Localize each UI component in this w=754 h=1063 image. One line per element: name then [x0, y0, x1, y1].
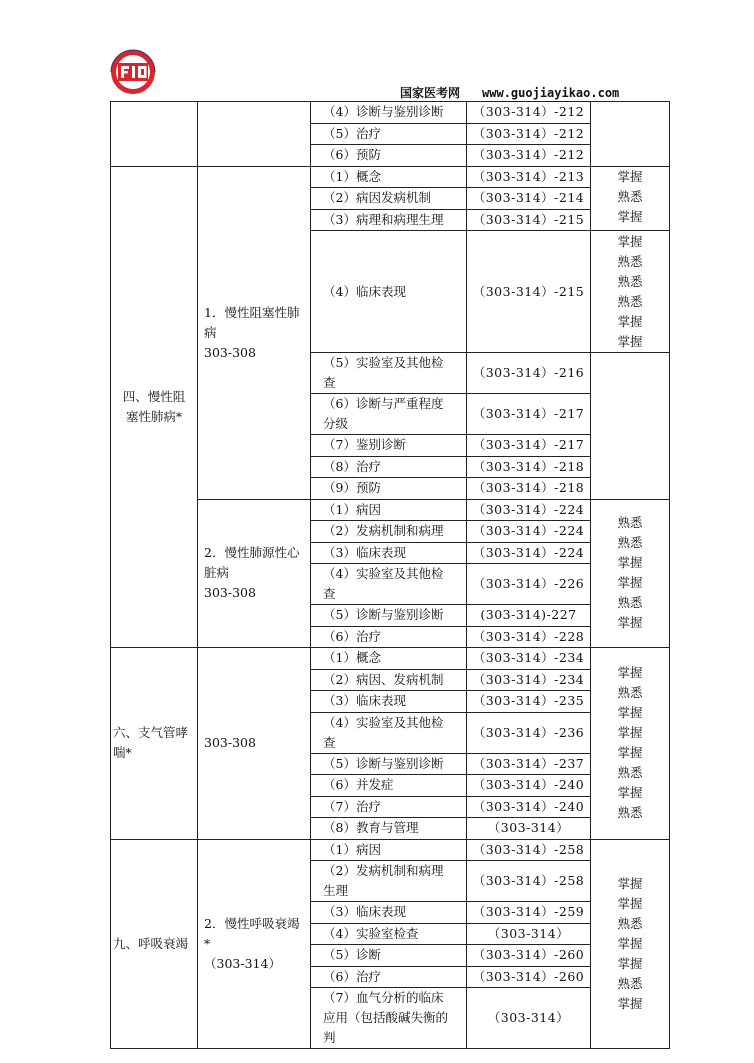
ref-cell: （303-314）-259 [467, 902, 591, 924]
ref-cell: （303-314）-215 [467, 231, 591, 353]
item-cell: （3）临床表现 [311, 902, 467, 924]
ref-cell: （303-314）-218 [467, 478, 591, 500]
site-name: 国家医考网 [400, 86, 461, 100]
item-cell: （5）诊断 [311, 945, 467, 967]
ref-cell: （303-314）-235 [467, 691, 591, 713]
section-title: 四、慢性阻塞性肺病* [111, 166, 198, 648]
ref-cell: （303-314）-224 [467, 521, 591, 543]
item-cell: （4）诊断与鉴别诊断 [311, 102, 467, 124]
item-cell: （6）诊断与严重程度分级 [311, 394, 467, 435]
ref-cell: （303-314）-260 [467, 945, 591, 967]
ref-cell: （303-314） [467, 988, 591, 1049]
site-header [400, 84, 619, 101]
ref-cell: （303-314）-258 [467, 861, 591, 902]
subsection-name: 2．慢性肺源性心脏病 [204, 545, 300, 581]
ref-cell: （303-314）-217 [467, 394, 591, 435]
item-cell: （6）治疗 [311, 966, 467, 988]
ref-cell: （303-314）-240 [467, 775, 591, 797]
level-cell: 掌握 熟悉 掌握 [591, 166, 670, 231]
item-cell: （4）实验室检查 [311, 923, 467, 945]
item-cell: （4）实验室及其他检查 [311, 564, 467, 605]
item-cell: （5）诊断与鉴别诊断 [311, 753, 467, 775]
item-cell: （2）发病机制和病理生理 [311, 861, 467, 902]
item-cell: （2）病因发病机制 [311, 188, 467, 210]
ref-cell: （303-314）-215 [467, 209, 591, 231]
level-cell: 掌握 掌握 熟悉 掌握 掌握 熟悉 掌握 [591, 839, 670, 1049]
level-cell: 掌握 熟悉 熟悉 熟悉 掌握 掌握 [591, 231, 670, 353]
ref-cell: （303-314）-237 [467, 753, 591, 775]
ref-cell: （303-314）-260 [467, 966, 591, 988]
site-logo [108, 47, 158, 97]
subsection-cell [198, 166, 311, 499]
item-cell: （1）病因 [311, 839, 467, 861]
item-cell: （1）概念 [311, 166, 467, 188]
level-cell: 掌握 熟悉 掌握 掌握 掌握 熟悉 掌握 熟悉 [591, 648, 670, 840]
item-cell: （7）治疗 [311, 796, 467, 818]
subsection-cell [198, 839, 311, 1049]
ref-cell: （303-314）-236 [467, 712, 591, 753]
ref-cell: （303-314）-212 [467, 123, 591, 145]
item-cell: （5）实验室及其他检查 [311, 353, 467, 394]
ref-cell: （303-314）-212 [467, 145, 591, 167]
ref-cell: （303-314）-214 [467, 188, 591, 210]
item-cell: （1）病因 [311, 499, 467, 521]
item-cell: （6）预防 [311, 145, 467, 167]
table-row [111, 102, 670, 124]
level-cell: 熟悉 熟悉 掌握 掌握 熟悉 掌握 [591, 499, 670, 648]
table-row [111, 166, 670, 188]
section-title: 九、呼吸衰竭 [111, 839, 198, 1049]
subsection-code: 303-308 [204, 344, 256, 360]
subsection-cell [198, 499, 311, 648]
item-cell: （6）并发症 [311, 775, 467, 797]
item-cell: （7）鉴别诊断 [311, 435, 467, 457]
ref-cell: （303-314） [467, 923, 591, 945]
ref-cell: （303-314） [467, 818, 591, 840]
item-cell: （1）概念 [311, 648, 467, 670]
ref-cell: （303-314）-234 [467, 648, 591, 670]
subsection-code: （303-314） [204, 955, 281, 971]
ref-cell: （303-314）-212 [467, 102, 591, 124]
ref-cell: （303-314）-240 [467, 796, 591, 818]
subsection-name: 2．慢性呼吸衰竭* [204, 915, 300, 951]
table-row [111, 839, 670, 861]
item-cell: （5）诊断与鉴别诊断 [311, 605, 467, 627]
syllabus-table [110, 101, 670, 1049]
subsection-code: 303-308 [198, 648, 311, 840]
ref-cell: （303-314）-216 [467, 353, 591, 394]
item-cell: （6）治疗 [311, 626, 467, 648]
ref-cell: （303-314）-234 [467, 669, 591, 691]
ref-cell: （303-314）-224 [467, 542, 591, 564]
ref-cell: (303-314)-227 [467, 605, 591, 627]
ref-cell: （303-314）-224 [467, 499, 591, 521]
table-row [111, 648, 670, 670]
ref-cell: （303-314）-228 [467, 626, 591, 648]
site-url: www.guojiayikao.com [482, 86, 620, 100]
item-cell: （3）病理和病理生理 [311, 209, 467, 231]
ref-cell: （303-314）-258 [467, 839, 591, 861]
ref-cell: （303-314）-213 [467, 166, 591, 188]
item-cell: （9）预防 [311, 478, 467, 500]
ref-cell: （303-314）-218 [467, 456, 591, 478]
item-cell: （8）治疗 [311, 456, 467, 478]
item-cell: （7）血气分析的临床应用（包括酸碱失衡的判 [311, 988, 467, 1049]
item-cell: （3）临床表现 [311, 542, 467, 564]
item-cell: （2）病因、发病机制 [311, 669, 467, 691]
section-title: 六、支气管哮喘* [111, 648, 198, 840]
ref-cell: （303-314）-217 [467, 435, 591, 457]
item-cell: （3）临床表现 [311, 691, 467, 713]
item-cell: （2）发病机制和病理 [311, 521, 467, 543]
item-cell: （8）教育与管理 [311, 818, 467, 840]
subsection-name: 1．慢性阻塞性肺病 [204, 304, 300, 340]
subsection-code: 303-308 [204, 585, 256, 601]
ref-cell: （303-314）-226 [467, 564, 591, 605]
item-cell: （5）治疗 [311, 123, 467, 145]
item-cell: （4）实验室及其他检查 [311, 712, 467, 753]
item-cell: （4）临床表现 [311, 231, 467, 353]
